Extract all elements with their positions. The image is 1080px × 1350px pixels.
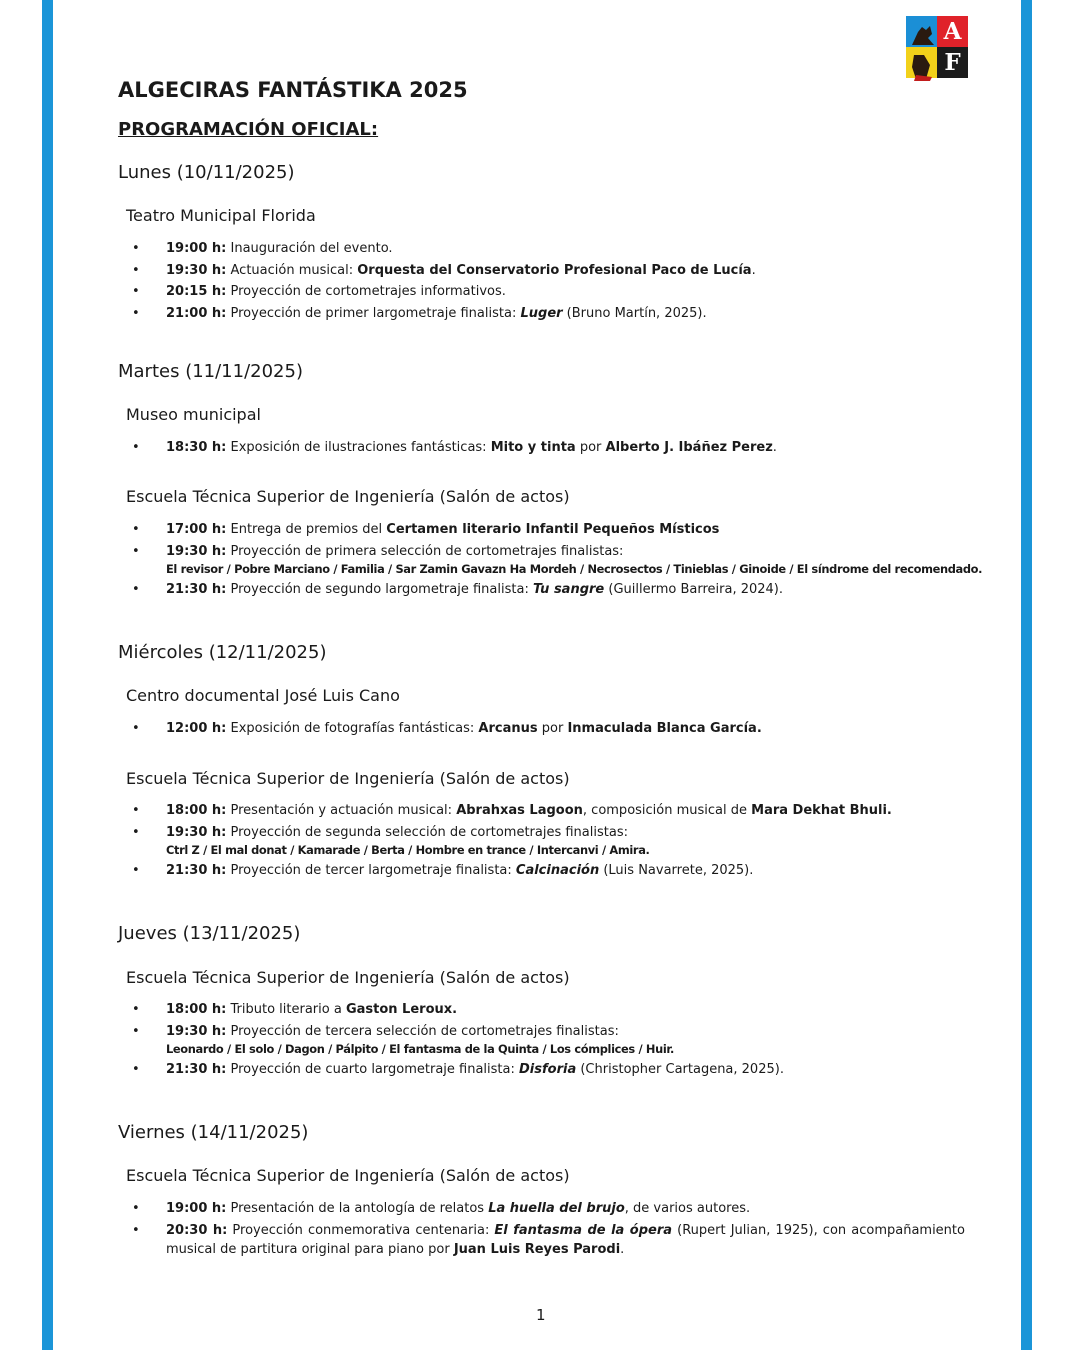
bullet-icon: • [132, 284, 140, 299]
bullet-icon: • [132, 824, 140, 840]
short-film-titles: Ctrl Z / El mal donat / Kamarade / Berta / Hombre en trance / Intercanvi / Amira. [166, 842, 650, 857]
event-description: Proyección de segunda selección de cortometrajes finalistas: [226, 824, 628, 840]
event-item [130, 580, 965, 599]
festival-logo [906, 16, 968, 78]
event-description: Proyección de segundo largometraje finalista: [226, 582, 533, 597]
event-item [130, 1199, 965, 1218]
event-description: Proyección de tercer largometraje finalista: [226, 863, 516, 878]
event-time: 12:00 h: [166, 721, 227, 736]
event-description: (Christopher Cartagena, 2025). [576, 1062, 784, 1077]
event-description: Proyección de primera selección de cortometrajes finalistas: [226, 543, 624, 559]
event-list [130, 520, 983, 602]
event-item [130, 542, 983, 578]
event-item [130, 438, 965, 457]
event-description: (Guillermo Barreira, 2024). [604, 582, 783, 597]
work-title: Disforia [519, 1062, 577, 1077]
event-description: Entrega de premios del [226, 522, 387, 537]
venue-heading: Escuela Técnica Superior de Ingeniería (Salón de actos) [126, 487, 570, 506]
event-time: 21:30 h: [166, 582, 227, 597]
venue-heading: Museo municipal [126, 405, 261, 424]
day-heading-jueves: Jueves (13/11/2025) [118, 923, 301, 944]
short-film-titles: Leonardo / El solo / Dagon / Pálpito / El fantasma de la Quinta / Los cómplices / Huir. [166, 1041, 675, 1056]
event-description: Proyección de primer largometraje finalista: [226, 305, 521, 321]
work-title: Tu sangre [532, 582, 605, 597]
creature-body-icon [910, 55, 936, 81]
event-description: . [772, 440, 777, 455]
document-title: ALGECIRAS FANTÁSTIKA 2025 [118, 78, 468, 102]
event-description: Presentación de la antología de relatos [226, 1201, 489, 1216]
event-description: Exposición de ilustraciones fantásticas: [226, 440, 491, 455]
event-item [130, 1022, 965, 1058]
logo-yellow-quadrant [906, 47, 937, 78]
event-time: 21:30 h: [166, 1062, 227, 1077]
day-heading-viernes: Viernes (14/11/2025) [118, 1122, 309, 1143]
work-title: Calcinación [515, 863, 600, 878]
highlight-text: Inmaculada Blanca García. [567, 721, 762, 736]
event-description: Actuación musical: [226, 262, 358, 278]
bullet-icon: • [132, 305, 140, 321]
event-item [130, 1221, 965, 1259]
venue-heading: Escuela Técnica Superior de Ingeniería (Salón de actos) [126, 1166, 570, 1185]
event-description: . [620, 1241, 625, 1257]
short-film-titles: El revisor / Pobre Marciano / Familia / Sar Zamin Gavazn Ha Mordeh / Necrosectos / Tinieblas / Ginoide / El síndrome del recomendado. [166, 561, 983, 576]
page-number: 1 [536, 1306, 546, 1324]
bullet-icon: • [132, 1222, 140, 1238]
highlight-text: Abrahxas Lagoon [456, 803, 583, 818]
venue-heading: Centro documental José Luis Cano [126, 686, 400, 705]
highlight-text: Orquesta del Conservatorio Profesional Paco de Lucía [357, 262, 752, 278]
left-border-bar [42, 0, 53, 1350]
bullet-icon: • [132, 721, 140, 736]
event-item [130, 719, 965, 738]
program-subtitle: PROGRAMACIÓN OFICIAL: [118, 119, 379, 140]
event-item [130, 239, 965, 258]
event-item [130, 304, 965, 323]
event-time: 19:30 h: [166, 543, 227, 559]
event-item [130, 261, 965, 280]
event-description: por [537, 721, 568, 736]
event-item [130, 520, 965, 539]
event-description: , composición musical de [582, 803, 752, 818]
event-list [130, 438, 965, 460]
highlight-text: Mito y tinta [490, 440, 576, 455]
event-time: 18:30 h: [166, 440, 227, 455]
event-description: por [575, 440, 606, 455]
bullet-icon: • [132, 241, 140, 256]
event-description: (Rupert Julian, 1925), con acompañamiento musical de partitura original para piano por [166, 1222, 965, 1257]
logo-letter-a: A [937, 16, 968, 47]
event-description: . [751, 262, 756, 278]
event-time: 20:15 h: [166, 284, 227, 299]
event-description: , de varios autores. [624, 1201, 751, 1216]
event-time: 17:00 h: [166, 522, 227, 537]
event-description: Exposición de fotografías fantásticas: [226, 721, 479, 736]
event-description: Proyección conmemorativa centenaria: [227, 1222, 495, 1238]
event-description: (Luis Navarrete, 2025). [599, 863, 754, 878]
venue-heading: Escuela Técnica Superior de Ingeniería (Salón de actos) [126, 769, 570, 788]
event-time: 19:30 h: [166, 262, 227, 278]
venue-heading: Teatro Municipal Florida [126, 206, 316, 225]
event-item [130, 823, 965, 859]
bullet-icon: • [132, 803, 140, 818]
event-description: (Bruno Martín, 2025). [562, 305, 707, 321]
bullet-icon: • [132, 440, 140, 455]
highlight-text: Alberto J. Ibáñez Perez [605, 440, 773, 455]
venue-heading: Escuela Técnica Superior de Ingeniería (Salón de actos) [126, 968, 570, 987]
highlight-text: Juan Luis Reyes Parodi [453, 1241, 621, 1257]
logo-blue-quadrant [906, 16, 937, 47]
bullet-icon: • [132, 863, 140, 878]
event-description: Tributo literario a [226, 1002, 346, 1017]
event-item [130, 1000, 965, 1019]
event-time: 19:00 h: [166, 241, 227, 256]
event-time: 19:00 h: [166, 1201, 227, 1216]
event-item [130, 282, 965, 301]
bullet-icon: • [132, 1062, 140, 1077]
day-heading-miercoles: Miércoles (12/11/2025) [118, 642, 327, 663]
creature-icon [910, 24, 936, 46]
bullet-icon: • [132, 1201, 140, 1216]
event-item [130, 1060, 965, 1079]
event-time: 21:30 h: [166, 863, 227, 878]
event-list [130, 1199, 965, 1261]
day-heading-martes: Martes (11/11/2025) [118, 361, 303, 382]
logo-letter-f: F [937, 47, 968, 78]
event-description: Proyección de cuarto largometraje finalista: [226, 1062, 519, 1077]
event-list [130, 719, 965, 741]
event-time: 18:00 h: [166, 1002, 227, 1017]
event-description: Proyección de tercera selección de cortometrajes finalistas: [226, 1023, 619, 1039]
event-time: 20:30 h: [166, 1222, 228, 1238]
event-list [130, 239, 965, 325]
event-time: 21:00 h: [166, 305, 227, 321]
event-description: Proyección de cortometrajes informativos. [226, 284, 506, 299]
event-description: Inauguración del evento. [226, 241, 393, 256]
work-title: El fantasma de la ópera [494, 1222, 673, 1238]
event-description: Presentación y actuación musical: [226, 803, 457, 818]
bullet-icon: • [132, 522, 140, 537]
event-list [130, 1000, 965, 1082]
event-time: 19:30 h: [166, 824, 227, 840]
event-list [130, 801, 965, 883]
bullet-icon: • [132, 543, 140, 559]
bullet-icon: • [132, 1002, 140, 1017]
bullet-icon: • [132, 1023, 140, 1039]
highlight-text: Arcanus [478, 721, 538, 736]
event-time: 19:30 h: [166, 1023, 227, 1039]
right-border-bar [1021, 0, 1032, 1350]
work-title: Luger [520, 305, 563, 321]
event-time: 18:00 h: [166, 803, 227, 818]
highlight-text: Gaston Leroux. [345, 1002, 458, 1017]
bullet-icon: • [132, 582, 140, 597]
highlight-text: Certamen literario Infantil Pequeños Místicos [386, 522, 720, 537]
work-title: La huella del brujo [488, 1201, 625, 1216]
event-item [130, 801, 965, 820]
event-item [130, 861, 965, 880]
bullet-icon: • [132, 262, 140, 278]
day-heading-lunes: Lunes (10/11/2025) [118, 162, 295, 183]
highlight-text: Mara Dekhat Bhuli. [751, 803, 892, 818]
